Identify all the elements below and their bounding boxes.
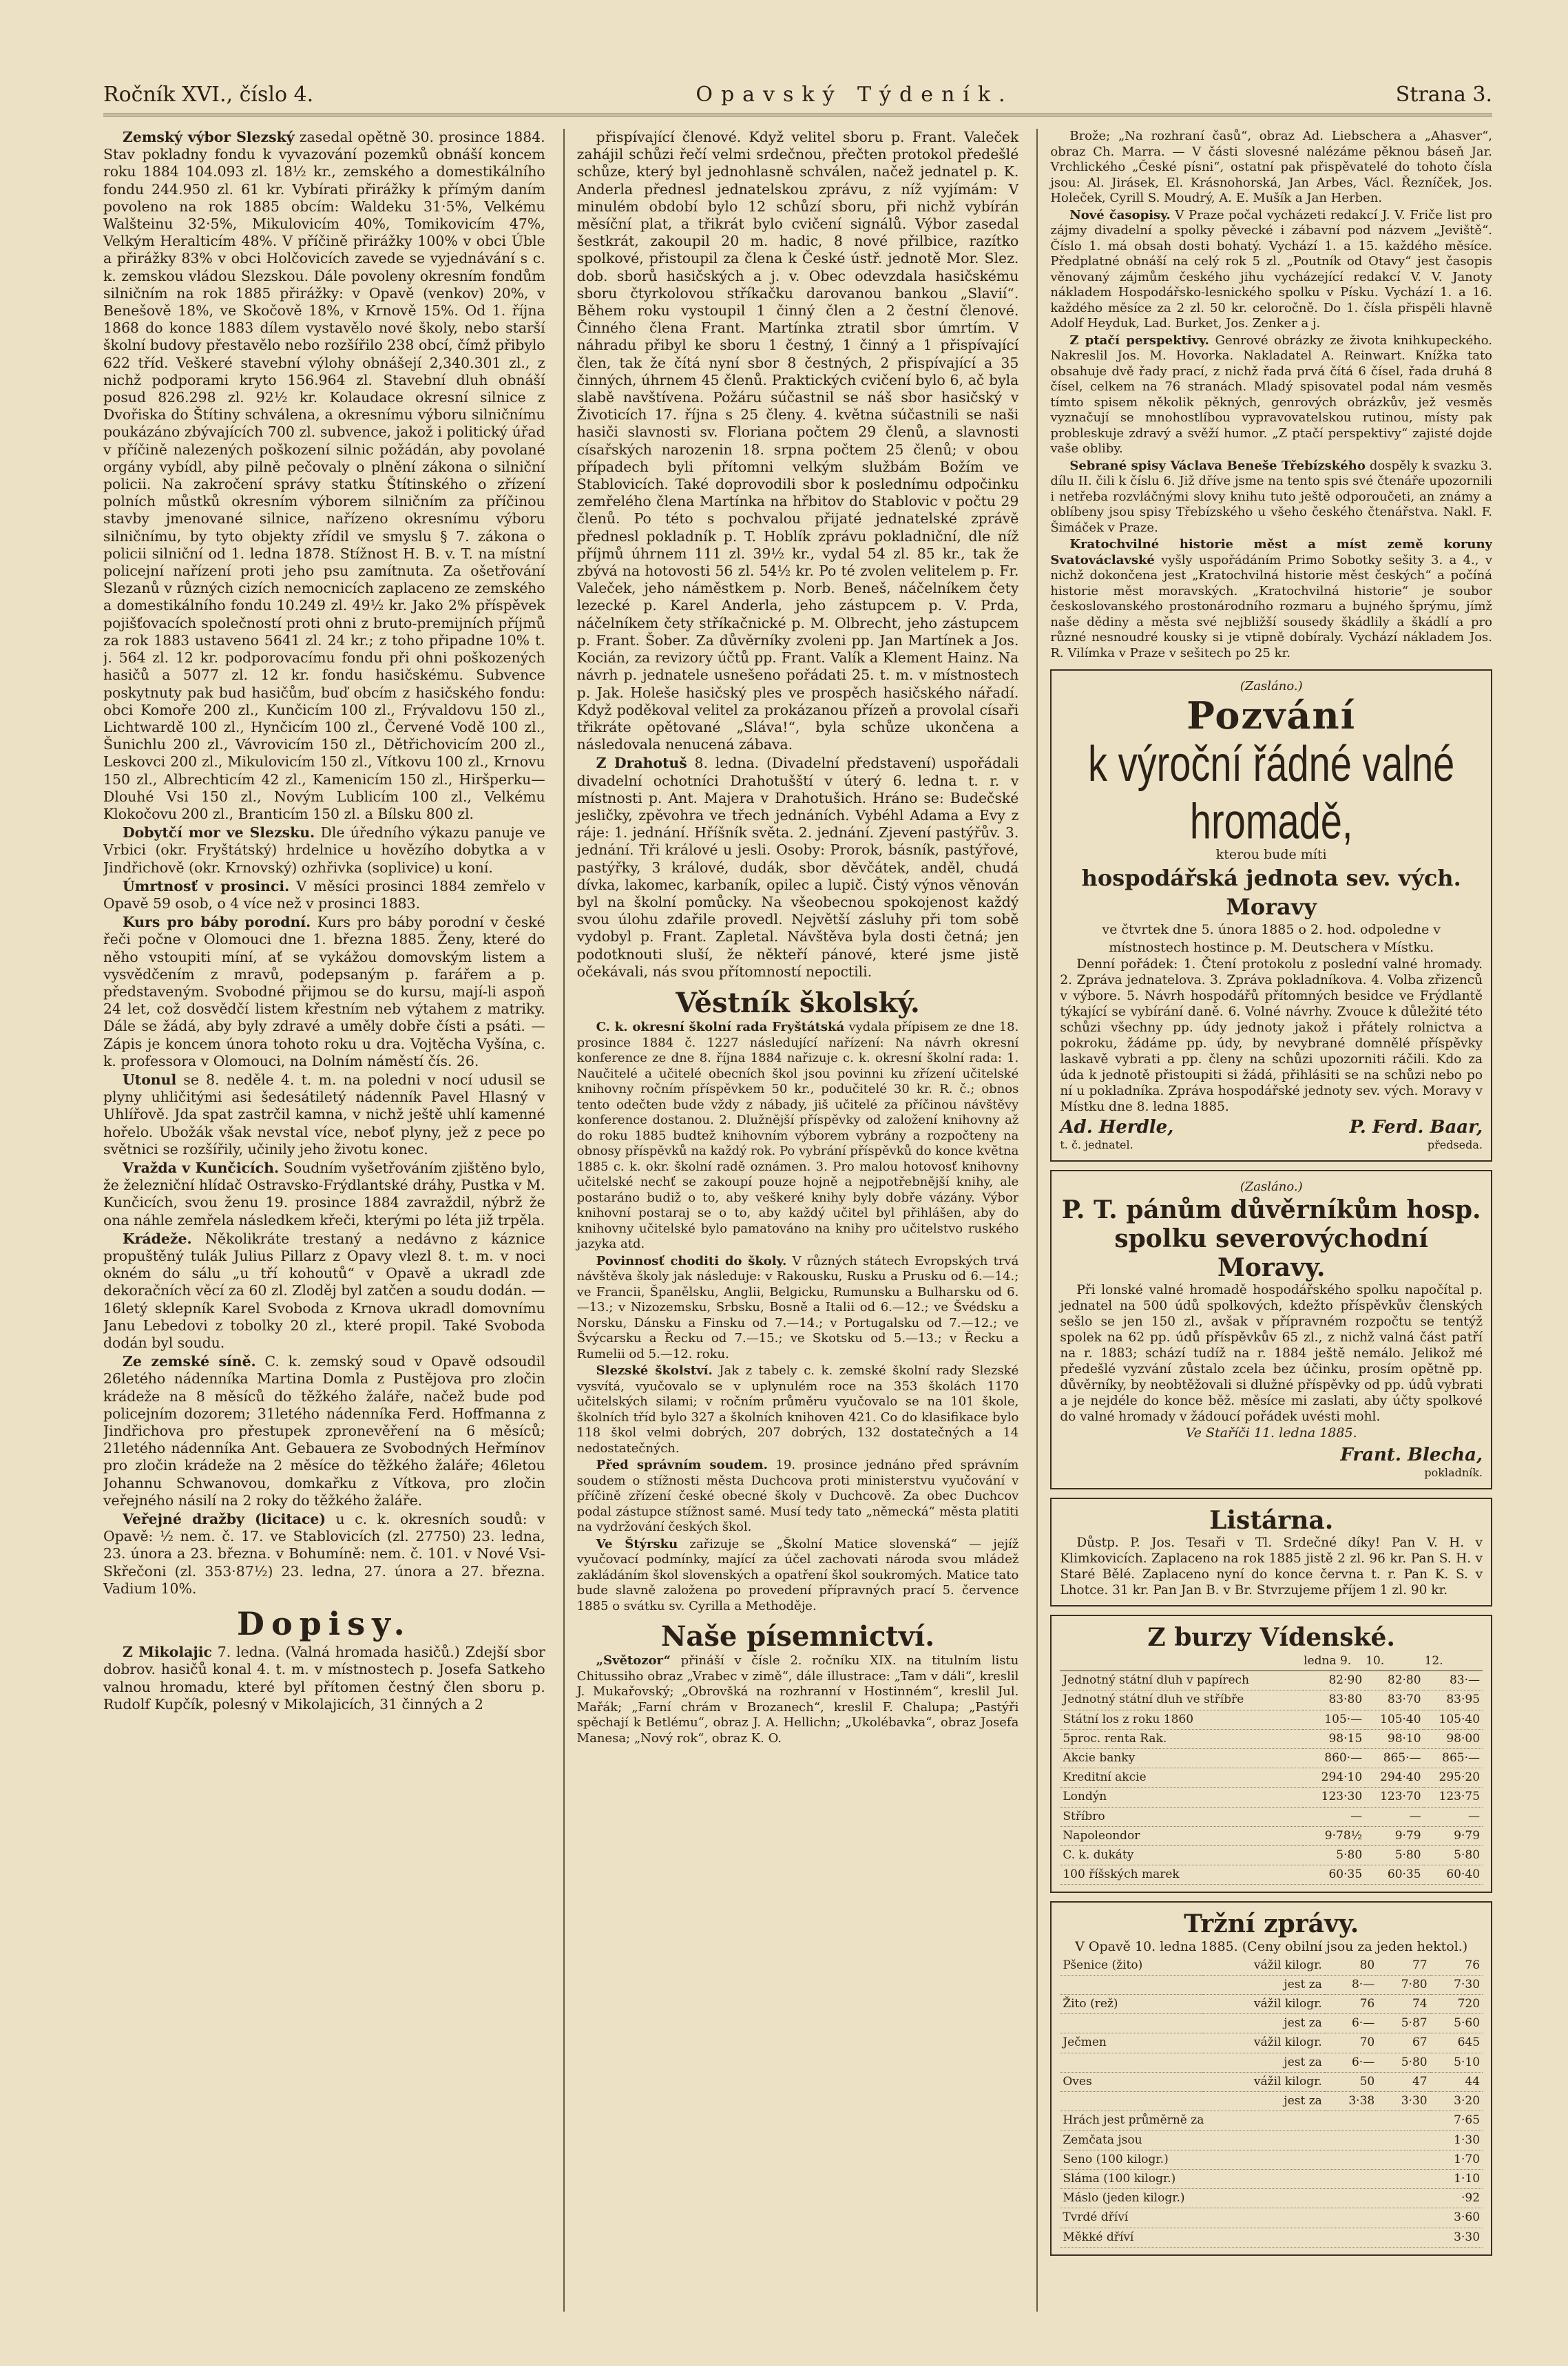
table-cell: Žito (rež) — [1060, 1995, 1202, 2014]
table-cell: 1·10 — [1408, 2169, 1483, 2188]
table-cell: — — [1303, 1807, 1365, 1826]
table-cell: 100 říšských marek — [1060, 1865, 1303, 1885]
article-text: Jak z tabely c. k. zemské školní rady Slezské vysvítá, vyučovalo se v uplynulém roce na 353 školách 1170 učitelských silami; v ročním průměru vyučovalo se na 101 škole, školních tříd bylo 327 a školních knihoven 421. Co do klasifikace bylo 118 škol velmi dobrých, 207 dobrých, 132 dostatečných a 14 nedostatečných. — [576, 1363, 1019, 1456]
table-cell: 76 — [1325, 1995, 1377, 2014]
col3-article — [1050, 333, 1492, 457]
table-cell: 295·20 — [1424, 1768, 1483, 1788]
table-cell: 3·30 — [1408, 2228, 1483, 2247]
table-cell: Jednotný státní dluh ve stříbře — [1060, 1690, 1303, 1710]
article-text: Několikráte trestaný a nedávno z káznice propuštěný tulák Julius Pillarz z Opavy vlezl 8. t. m. v noci okném do sálu „u tří kohoutů“ v Opavě a ukradl zde dekoračních věcí za 60 zl. Zloděj byl zatčen a soudu dodán. — 16letý sklepník Karel Svoboda z Krnova ukradl domovnímu Janu Lebedovi z tobolky 20 zl., které propil. Také Svoboda dodán byl soudu. — [103, 1230, 545, 1352]
table-cell: 98·15 — [1303, 1729, 1365, 1748]
trzni-table — [1060, 1956, 1483, 2112]
table-cell — [1060, 2092, 1202, 2111]
table-cell: 860·— — [1303, 1749, 1365, 1768]
vestnik-article — [577, 1254, 1019, 1363]
article-lead: Dobytčí mor ve Slezsku. — [123, 824, 315, 841]
article-text: Soudním vyšetřováním zjištěno bylo, že železniční hlídač Ostravsko-Frýdlantské dráhy, Pustka v M. Kunčicích, svou ženu 19. prosince 1884 zavraždil, nýbrž že ona náhle zemřela následkem křeči, kterými po léta již trpěla. — [103, 1159, 545, 1228]
issue-number: Ročník XVI., číslo 4. — [103, 83, 314, 107]
article-text: V měsíci prosinci 1884 zemřelo v Opavě 59 osob, o 4 více než v prosinci 1883. — [103, 877, 545, 912]
article-text: Genrové obrázky ze života knihkupeckého. Nakreslil Jos. M. Hovorka. Nakladatel A. Reinwart. Knížka tato obsahuje dvě řady prací, z nichž řada prvá čítá 6 čísel, řada druhá 8 čísel, celkem na 76 stranách. Mladý spisovatel podal nám vesměs tímto spisem několik pěkných, genrových obrázkův, jež vesměs vyznačují se mnohostlíbou vypravovatelskou rutinou, místy pak probleskuje zdravý a svěží humor. „Z ptačí perspektivy“ zajisté dojde vaše obliby. — [1050, 333, 1493, 456]
article-lead: Kurs pro báby porodní. — [123, 914, 311, 931]
table-row — [1060, 2169, 1483, 2188]
article-lead: Z ptačí perspektivy. — [1069, 333, 1209, 348]
article-text: dospěly k svazku 3. dílu II. čili k číslu 6. Již dříve jsme na tento spis své čtenáře upozornili i netřeba rozvláčnými slovy knihu tuto ještě odporoučeti, an známy a oblíbeny jsou spisy Třebízského u všeho českého čtenářstva. Nakl. F. Šimáček v Praze. — [1050, 458, 1493, 535]
table-row — [1060, 1995, 1483, 2014]
notice-signature: Frant. Blecha, — [1340, 1444, 1483, 1465]
table-cell: 76 — [1430, 1956, 1483, 1976]
table-cell: 865·— — [1365, 1749, 1423, 1768]
table-cell: Zemčata jsou — [1060, 2131, 1408, 2150]
notice-ad — [1050, 1170, 1492, 1489]
page-header — [103, 83, 1492, 116]
article-text: V Praze počal vycházeti redakcí J. V. Friče list pro zájmy divadelní a spolky pěvecké i zábavní pod názvem „Jeviště“. Číslo 1. má obsah dosti bohatý. Vychází 1. a 15. každého měsíce. Předplatné obnáší na celý rok 5 zl. „Poutník od Otavy“ jest časopis věnovaný zájmům českého jihu vycházející redakcí V. V. Janoty nákladem Hospodářsko-lesnického spolku v Písku. Vychází 1. a 16. každého měsíce za 2 zl. 50 kr. celoročně. Do 1. čísla přispěli hlavně Adolf Heyduk, Lad. Burket, Jos. Zenker a j. — [1050, 207, 1493, 331]
table-cell: jest za — [1202, 2014, 1325, 2033]
table-row — [1060, 1865, 1483, 1885]
dopisy-article: Z Mikolajic 7. ledna. (Valná hromada hasičů.) Zdejší sbor dobrov. hasičů konal 4. t. m. v místnostech p. Josefa Satkeho valnou hromadu, které byl přítomen čestný člen sboru p. Rudolf Kupčík, polesný v Mikolajicích, 31 činných a 2 — [103, 1644, 545, 1713]
notice-body: Při lonské valné hromadě hospodářského spolku napočítal p. jednatel na 500 údů spolkových, kdežto příspěvkův členských sešlo se jen 150 zl., avšak v přípravném rozpočtu se tentýž spolek na 62 pp. údů příspěvkův 65 zl., z nichž valná část patří na r. 1883; schází tudíž na r. 1884 ještě nemálo. Jelikož mé předešlé vyzvání zůstalo zcela bez účinku, prosím opětně pp. důvěrníky, by neobtěžovali si dlužné příspěvky od pp. údů vybrati a je nejdéle do konce běž. měsíce mi zaslati, aby účty spolkové do valné hromady v žádoucí pořádek uvésti mohl. — [1060, 1283, 1483, 1425]
table-row — [1060, 1788, 1483, 1807]
table-row — [1060, 2033, 1483, 2053]
table-cell: 865·— — [1424, 1749, 1483, 1768]
vestnik-article — [577, 1537, 1019, 1615]
table-cell: 3·60 — [1408, 2208, 1483, 2228]
table-cell: 82·90 — [1303, 1671, 1365, 1690]
table-cell: vážil kilogr. — [1202, 2033, 1325, 2053]
table-cell: Londýn — [1060, 1788, 1303, 1807]
table-cell: jest za — [1202, 1975, 1325, 1994]
col2-article — [577, 129, 1019, 753]
table-cell: 5·80 — [1365, 1846, 1423, 1865]
ad-signature-left: Ad. Herdle, — [1060, 1116, 1174, 1138]
table-row — [1060, 1671, 1483, 1690]
article-text: 19. prosince jednáno před správním soudem o stížnosti města Duchcova proti ministerstvu vyučování v příčině zřízení české obecné školy v Duchcově. Za obec Duchcov podal zástupce stížnost samé. Musí tedy tato „německá“ města platiti na vydržování českých škol. — [576, 1458, 1019, 1535]
table-cell: ·92 — [1408, 2189, 1483, 2208]
table-cell: 83·70 — [1365, 1690, 1423, 1710]
table-cell: vážil kilogr. — [1202, 2072, 1325, 2091]
table-cell: 6·— — [1325, 2014, 1377, 2033]
table-cell — [1060, 2053, 1202, 2072]
table-row — [1060, 1768, 1483, 1788]
table-cell: Sláma (100 kilogr.) — [1060, 2169, 1408, 2188]
col1-article — [103, 914, 545, 1070]
table-cell: 3·30 — [1377, 2092, 1430, 2111]
table-cell: 9·79 — [1424, 1826, 1483, 1845]
notice-tag: (Zasláno.) — [1240, 1180, 1303, 1195]
vestnik-articles — [577, 1020, 1019, 1614]
table-cell: Státní los z roku 1860 — [1060, 1710, 1303, 1729]
table-header: 12. — [1424, 1652, 1483, 1671]
table-cell: 74 — [1377, 1995, 1430, 2014]
table-cell: Tvrdé dříví — [1060, 2208, 1408, 2228]
article-text: Brože; „Na rozhraní časů“, obraz Ad. Liebschera a „Ahasver“, obraz Ch. Marra. — V části slovesné nalézáme pěknou báseň Jar. Vrchlického „České písni“, ostatní pak přispěvatelé do tohoto čísla jsou: Al. Jirásek, El. Krásnohorská, Jan Arbes, Václ. Řezníček, Jos. Holeček, Cyrill S. Moudrý, A. E. Mušík a Jan Herben. — [1050, 129, 1493, 205]
table-row — [1060, 2092, 1483, 2111]
notice-title: P. T. pánům důvěrníkům hosp. spolku severovýchodní Moravy. — [1061, 1195, 1481, 1283]
table-cell: 1·30 — [1408, 2131, 1483, 2150]
table-cell: jest za — [1202, 2092, 1325, 2111]
vestnik-heading: Věstník školský. — [676, 986, 920, 1019]
dopisy-heading: Dopisy. — [237, 1605, 412, 1643]
ad-organization: hospodářská jednota sev. vých. Moravy — [1081, 865, 1461, 921]
table-cell: 77 — [1377, 1956, 1430, 1976]
table-row — [1060, 1956, 1483, 1976]
table-cell: 8·— — [1325, 1975, 1377, 1994]
table-cell: Oves — [1060, 2072, 1202, 2091]
table-row — [1060, 1690, 1483, 1710]
article-text: vyšly uspořádáním Primo Sobotky sešity 3. a 4., v nichž dokončena jest „Kratochvilná historie měst českých“ a počíná historie měst moravských. „Kratochvilná historie“ je soubor českoslovanského prostonárodního rozmaru a bujného šprýmu, jímž naše dědiny a města své nejbližší sousedy škádlily a škádlí a pro různé nesnoudré kousky si je vtipně dobíraly. Vychází nákladem Jos. R. Vilímka v Praze v sešitech po 25 kr. — [1050, 552, 1493, 660]
burza-table — [1060, 1652, 1483, 1885]
table-cell: 7·30 — [1430, 1975, 1483, 1994]
pisemnictvi-article: „Světozor“ přináší v čísle 2. ročníku XIX. na titulním listu Chitussiho obraz „Vrabec v zimě“, dále illustrace: „Tam v dáli“, kreslil J. Mukařovský; „Obrovšká na rozhranní v Hostinném“, kreslil Jul. Mařák; „Farní chrám v Brozanech“, kreslil F. Chalupa; „Pastýři spěchají k Betlému“, obraz J. A. Hellichn; „Ukolébavka“, obraz Josefa Manesa; „Nový rok“, obraz K. O. — [576, 1653, 1019, 1746]
table-cell: 105·40 — [1424, 1710, 1483, 1729]
table-cell: 105·— — [1303, 1710, 1365, 1729]
article-lead: Povinnosť choditi do školy. — [596, 1253, 787, 1268]
col1-article — [103, 1353, 545, 1509]
article-text: se 8. neděle 4. t. m. na poledni v nocí udusil se plyny uhličitými asi šedesátiletý nádenník Pavel Hlasný v Uhlířově. Jda spat zastrčil kamna, v nichž ještě uhlí kamenné hořelo. Ubožák však nevstal více, neboť plyny, jež z pece po světnici se rozšířily, učinily jeho životu konec. — [103, 1071, 545, 1158]
table-cell: 7·65 — [1408, 2111, 1483, 2131]
table-cell: 80 — [1325, 1956, 1377, 1976]
burza-box — [1050, 1615, 1492, 1893]
table-cell: 105·40 — [1365, 1710, 1423, 1729]
table-cell: Ječmen — [1060, 2033, 1202, 2053]
table-cell: Kreditní akcie — [1060, 1768, 1303, 1788]
table-cell: Akcie banky — [1060, 1749, 1303, 1768]
vestnik-article — [577, 1363, 1019, 1456]
trzni-box — [1050, 1901, 1492, 2255]
table-cell: 9·79 — [1365, 1826, 1423, 1845]
article-lead: Vražda v Kunčicích. — [123, 1159, 280, 1176]
col1-article — [103, 824, 545, 877]
table-row — [1060, 1807, 1483, 1826]
table-cell: 123·70 — [1365, 1788, 1423, 1807]
table-cell: 645 — [1430, 2033, 1483, 2053]
ad-tag: (Zasláno.) — [1240, 679, 1303, 693]
table-cell: 1·70 — [1408, 2150, 1483, 2169]
col3-article — [1050, 537, 1492, 661]
article-lead: Slezské školství. — [596, 1363, 713, 1379]
table-cell: 60·35 — [1365, 1865, 1423, 1885]
table-cell: Jednotný státní dluh v papírech — [1060, 1671, 1303, 1690]
column-3 — [1036, 129, 1492, 2312]
newspaper-title: Opavský Týdeník. — [696, 83, 1014, 107]
article-lead: Úmrtnosť v prosinci. — [123, 877, 290, 894]
ad-which: kterou bude míti — [1215, 847, 1327, 863]
ad-signature-right: P. Ferd. Baar, — [1349, 1116, 1483, 1138]
table-cell: Stříbro — [1060, 1807, 1303, 1826]
article-lead: Kratochvilné historie měst a míst země koruny Svatováclavské — [1050, 537, 1493, 567]
ad-when: ve čtvrtek dne 5. února 1885 o 2. hod. odpoledne v místnostech hostince p. M. Deutschera v Místku. — [1102, 922, 1441, 955]
ad-title: Pozvání — [1187, 693, 1357, 738]
ad-signature-left-role: t. č. jednatel. — [1060, 1138, 1133, 1152]
table-cell: — — [1424, 1807, 1483, 1826]
article-text: C. k. zemský soud v Opavě odsoudil 26letého nádenníka Martina Domla z Pustějova pro zločin krádeže na 8 měsíců do těžkého žaláře, načež bude pod policejním dozorem; 31letého nádenníka Ferd. Hoffmanna z Jindřichova pro přestupek zpronevěření na 6 měsíců; 21letého nádenníka Ant. Gebauera ze Svobodných Heřmínov pro zločin krádeže na 2 měsíce do těžkého žaláře; 46letou Johannu Schwanovou, domkařku z Vítkova, pro zločin veřejného násilí na 2 roky do těžkého žaláře. — [103, 1353, 545, 1509]
ad-headline: k výroční řádné valné hromadě, — [1088, 735, 1455, 850]
table-cell: 5·80 — [1303, 1846, 1365, 1865]
column-2 — [563, 129, 1019, 2312]
pisemnictvi-heading: Naše písemnictví. — [660, 1620, 935, 1653]
table-cell: Seno (100 kilogr.) — [1060, 2150, 1408, 2169]
notice-date: Ve Staříči 11. ledna 1885. — [1185, 1425, 1357, 1441]
col1-article — [103, 878, 545, 912]
col1-article — [103, 1071, 545, 1158]
table-cell: jest za — [1202, 2053, 1325, 2072]
article-lead: Krádeže. — [123, 1230, 192, 1247]
listarna-box — [1050, 1498, 1492, 1606]
table-cell: Hrách jest průměrně za — [1060, 2111, 1408, 2131]
table-cell: 294·40 — [1365, 1768, 1423, 1788]
ad-body: Denní pořádek: 1. Čtení protokolu z poslední valné hromady. 2. Zpráva jednatelova. 3. Zpráva pokladníkova. 4. Volba zřizenců v výbore. 5. Návrh hospodářů přítomných besidce ve Frýdlantě týkající se vybírání daně. 6. Volné návrhy. Zvouce k důležité této schůzi všechny pp. údy jednoty jakož i přátely rolnictva a pokroku, žádáme pp. údy, by nevybrané domnělé příspěvky laskavě vybrati a pp. členy na schůzi upozorniti ráčili. Kdo za úda k jednotě přistoupiti si žádá, přihlásiti se na schůzi nebo po ní u pokladníka. Zpráva hospodářské jednoty sev. vých. Moravy v Místku dne 8. ledna 1885. — [1060, 956, 1483, 1114]
table-cell: 5proc. renta Rak. — [1060, 1729, 1303, 1748]
table-cell: 98·00 — [1424, 1729, 1483, 1748]
trzni-title: Tržní zprávy. — [1184, 1909, 1359, 1939]
table-cell: Napoleondor — [1060, 1826, 1303, 1845]
col2-article — [577, 755, 1019, 981]
invitation-ad — [1050, 669, 1492, 1162]
table-cell: 6·— — [1325, 2053, 1377, 2072]
table-cell: 60·40 — [1424, 1865, 1483, 1885]
article-text: 8. ledna. (Divadelní představení) uspořádali divadelní ochotníci Drahotušští v úterý 6. ledna t. r. v místnosti p. Ant. Majera v Drahotušich. Hráno se: Budečské jesličky, zpěvohra ve třech jednáních. Vybéhl Adama a Evy z ráje: 1. jednání. Hříšník světa. 2. jednání. Zjevení pastýřův. 3. jednání. Tři králové u jesli. Osoby: Prorok, básník, pastýřové, pastýřky, 3 králové, dudák, sbor děvčátek, anděl, chudá dívka, lakomec, karbaník, opilec a lupič. Čistý výnos věnován byl na školní pomůcky. Na všeobecnou spokojenost každý svou úlohu zdařile provedl. Největší zásluhy při tom sobě vydobyl p. Frant. Zapletal. Návštěva byla dosti četná; jen podotknouti sluší, že někteří pánové, které jsme jistě očekávali, nás svou přítomností nepoctili. — [576, 755, 1019, 980]
table-cell: 294·10 — [1303, 1768, 1365, 1788]
col3-article — [1050, 208, 1492, 332]
table-cell: 50 — [1325, 2072, 1377, 2091]
table-row — [1060, 2111, 1483, 2131]
table-cell: 83·80 — [1303, 1690, 1365, 1710]
table-cell: 3·38 — [1325, 2092, 1377, 2111]
article-text: zasedal opětně 30. prosince 1884. Stav pokladny fondu k vyvazování pozemků obnáší koncem roku 1884 104.093 zl. 18½ kr., zemského a domestikálního fondu 244.950 zl. 61 kr. Vybírati přirážky k přímým daním povoleno na rok 1885 obcím: Waldeku 31·5%, Velkému Walšteinu 32·5%, Mikulovicím 40%, Tomikovicím 47%, Velkým Heralticím 48%. V příčině přirážky 100% v obci Úble a přirážky 83% v obci Holčovicích zavede se vyjednávání s c. k. zemskou vládou Slezskou. Dále povoleny okresním fondům silničním na rok 1885 přirážky: v Opavě (venkov) 20%, v Benešově 18%, ve Skočově 18%, v Krnově 15%. Od 1. října 1868 do konce 1883 dílem vystavělo nové školy, nebo starší školní budovy přestavělo nebo rozšířilo 238 obcí, čímž přibylo 622 tříd. Veškeré stavební výlohy obnášejí 2,340.301 zl., z nichž podporami kryto 156.964 zl. Stavební dluh obnáší posud 826.298 zl. 92½ kr. Kolaudace okresní silnice z Dvořiska do Štítiny schválena, a okresnímu výboru silničnímu poukázáno zbývajících 700 zl. subvence, jakož i politický úřad v příčině nalezených poškození silnic požádán, aby povolané orgány vybídl, aby pilně pečovaly o plnění zákona o silniční policii. Na zakročení správy statku Štítinského o zřízení polních můstků okresním výborem silničním za příčinou stavby jmenované silnice, nařízeno okresnímu výboru silničnímu, by tyto objekty zřídil ve smyslu § 7. zákona o policii silniční od 1. ledna 1878. Stížnost H. B. v. T. na místní policejní nařízení proti jeho psu zamítnuta. Za ošetřování Slezanů v různých cizích nemocnicích zaplaceno ze zemského a domestikálního fondu 10.249 zl. 49½ kr. Jako 2% příspěvek pojišťovacích společností proti ohni z bruto-premijních příjmů za rok 1883 ustaveno 5641 zl. 24 kr.; z toho připadne 10% t. j. 564 zl. 12 kr. podporovacímu fondu při ohni poškozených hasičů a 5077 zl. 12 kr. fondu hasičskému. Subvence poskytnuty pak bud hasičům, buď obcím z hasičského fondu: obci Komoře 200 zl., Kunčicím 100 zl., Frývaldovu 150 zl., Lichtwardě 100 zl., Hynčicím 100 zl., Červené Vodě 100 zl., Šunichlu 200 zl., Vávrovicím 150 zl., Dětřichovicím 200 zl., Leskovci 200 zl., Mikulovicím 150 zl., Vítkovu 100 zl., Krnovu 150 zl., Albrechticím 42 zl., Kamenicím 150 zl., Hiršperku—Dlouhé Vsi 150 zl., Novým Lublicím 100 zl., Velkému Klokočovu 200 zl., Branticím 150 zl. a Bílsku 800 zl. — [103, 129, 545, 822]
article-text: Dle úředního výkazu panuje ve Vrbici (okr. Fryštátský) hrdelnice u hovězího dobytka a v Jindřichově (okr. Krnovský) ozhřivka (soplivice) u koní. — [103, 824, 545, 876]
article-lead: Sebrané spisy Václava Beneše Třebízského — [1069, 458, 1366, 473]
table-cell: 82·80 — [1365, 1671, 1423, 1690]
column-1-articles — [103, 129, 545, 1598]
table-cell: 3·20 — [1430, 2092, 1483, 2111]
table-cell: 70 — [1325, 2033, 1377, 2053]
burza-title: Z burzy Vídenské. — [1147, 1623, 1395, 1653]
table-cell: vážil kilogr. — [1202, 1995, 1325, 2014]
table-cell: 5·60 — [1430, 2014, 1483, 2033]
table-row — [1060, 1846, 1483, 1865]
table-row — [1060, 2189, 1483, 2208]
vestnik-article — [577, 1458, 1019, 1536]
table-cell: — — [1365, 1807, 1423, 1826]
table-row — [1060, 2072, 1483, 2091]
table-cell: Pšenice (žito) — [1060, 1956, 1202, 1976]
trzni-extra-table — [1060, 2111, 1483, 2247]
col1-article — [103, 1231, 545, 1352]
trzni-subtitle: V Opavě 10. ledna 1885. (Ceny obilní jsou za jeden hektol.) — [1075, 1939, 1468, 1955]
table-row — [1060, 2228, 1483, 2247]
col3-article — [1050, 459, 1492, 536]
column-2-articles — [577, 129, 1019, 981]
table-row — [1060, 1975, 1483, 1994]
article-text: vydala přípisem ze dne 18. prosince 1884 č. 1227 následující nařízení: Na návrh okresní konference ze dne 8. října 1884 nařizuje c. k. okresní školní rada: 1. Naučitelé a učitelé obecních škol jsou povinni ku zřízení učitelské knihovny ročním příspěvkem 50 kr., podučitelé 30 kr. R. č.; obnos tento odečten bude vždy z nábady, jiš učitelé za příčinou návštěvy konference dostanou. 2. Dlužnější příspěvky od založení knihovny až do roku 1885 budtež knihovním výborem vybrány a rozpočteny na obnosy příspěvků na každý rok. Po vybrání příspěvků do konce května 1885 c. k. okr. školní radě oznámen. 3. Pro malou hotovosť knihovny učitelské nechť se zakoupí pouze hojně a nejpotřebnější knihy, ale postaráno budiž o to, aby veškeré knihy byly dobře vázány. Výbor knihovní postaraj se o to, aby každý učitel byl přihlášen, aby do knihovny učitelské bylo pamatováno na knihy pro učitelstvo ruského jazyka atd. — [576, 1020, 1019, 1252]
table-header: 10. — [1365, 1652, 1423, 1671]
column-3-articles — [1050, 129, 1492, 661]
table-cell — [1060, 2014, 1202, 2033]
article-lead: Nové časopisy. — [1069, 207, 1171, 222]
article-lead: C. k. okresní školní rada Fryštátská — [596, 1020, 845, 1035]
table-cell: 123·75 — [1424, 1788, 1483, 1807]
table-cell: 5·80 — [1424, 1846, 1483, 1865]
column-1 — [103, 129, 545, 2312]
table-row — [1060, 2208, 1483, 2228]
article-lead: Z Drahotuš — [596, 755, 687, 772]
table-cell: 83·95 — [1424, 1690, 1483, 1710]
table-row — [1060, 1729, 1483, 1748]
ad-signature-right-role: předseda. — [1427, 1138, 1483, 1152]
table-cell: 98·10 — [1365, 1729, 1423, 1748]
article-lead: Ve Štýrsku — [596, 1536, 678, 1551]
table-row — [1060, 2053, 1483, 2072]
listarna-body: Důstp. P. Jos. Tesaři v Tl. Srdečné díky! Pan V. H. v Klimkovicích. Zaplaceno na rok 1885 jistě 2 zl. 96 kr. Pan S. H. v Staré Bělé. Zaplaceno nyní do konce června t. r. Pan K. S. v Lhotce. 31 kr. Pan Jan B. v Br. Stvrzujeme příjem 1 zl. 90 kr. — [1060, 1536, 1483, 1598]
col3-article — [1050, 129, 1492, 207]
table-cell: 5·80 — [1377, 2053, 1430, 2072]
table-cell: 44 — [1430, 2072, 1483, 2091]
listarna-title: Listárna. — [1209, 1506, 1334, 1536]
table-row — [1060, 1710, 1483, 1729]
table-header: ledna 9. — [1303, 1652, 1365, 1671]
table-cell: C. k. dukáty — [1060, 1846, 1303, 1865]
table-cell: 720 — [1430, 1995, 1483, 2014]
col1-article — [103, 129, 545, 823]
article-lead: Před správním soudem. — [596, 1458, 768, 1473]
table-cell: Máslo (jeden kilogr.) — [1060, 2189, 1408, 2208]
page-number: Strana 3. — [1395, 83, 1492, 107]
table-cell: 47 — [1377, 2072, 1430, 2091]
table-cell: 60·35 — [1303, 1865, 1365, 1885]
article-lead: Ze zemské síně. — [123, 1353, 256, 1370]
table-cell: vážil kilogr. — [1202, 1956, 1325, 1976]
col1-article — [103, 1511, 545, 1598]
article-lead: Zemský výbor Slezský — [123, 129, 295, 145]
table-header — [1060, 1652, 1303, 1671]
table-row — [1060, 2131, 1483, 2150]
table-row — [1060, 1826, 1483, 1845]
table-cell: 67 — [1377, 2033, 1430, 2053]
notice-signature-role: pokladník. — [1424, 1465, 1483, 1479]
table-row — [1060, 2150, 1483, 2169]
table-cell: 83·— — [1424, 1671, 1483, 1690]
table-cell: 5·10 — [1430, 2053, 1483, 2072]
table-row — [1060, 1749, 1483, 1768]
article-lead: Utonul — [123, 1071, 177, 1088]
article-text: Kurs pro báby porodní v české řeči počne v Olomouci dne 1. března 1885. Ženy, které do něho vstoupiti míní, ať se vykážou domovským listem a vysvědčením z mravů, podepsaným p. farářem a p. představeným. Svobodné přijmou se do kursu, mají-li aspoň 24 let, což dosvědčí listem křestním neb výtahem z matriky. Dále se žádá, aby byly zdravé a uměly dobře čísti a psáti. — Zápis je koncem února tohoto roku u dra. Vojtěcha Vyšína, c. k. professora v Olomouci, na Dolním náměstí čís. 26. — [103, 914, 545, 1069]
article-text: přispívající členové. Když velitel sboru p. Frant. Valeček zahájil schůzi řečí velmi srdečnou, přečten protokol předešlé schůze, který byl jednohlasně schválen, načež jednatel p. K. Anderla přednesl jednatelskou zprávu, z níž vyjímám: V minulém období bylo 12 schůzí sboru, při nichž vybírán měsíční plat, a třikrát bylo cvičení signálů. Výbor zasedal šestkrát, zakoupil 20 m. hadic, 8 nové přilbice, razítko spolkové, přistoupil za člena k České ústř. jednotě Mor. Slez. dob. sborů hasičských a j. v. Obec odevzdala hasičskému sboru čtyrkolovou stříkačku darovanou bankou „Slavií“. Během roku vystoupil 1 činný člen a 2 čestní členové. Činného člena Frant. Martínka ztratil sbor úmrtím. V náhradu přibyl ke sboru 1 čestný, 1 činný a 1 přispívající člen, tak že čítá nyní sbor 8 čestných, 2 přispívající a 35 činných, úhrnem 45 členů. Praktických cvičení bylo 6, ač byla slabě navštívena. Požáru súčastnil se náš sbor hasičský v Životicích 17. října s 25 členy. 4. května súčastnili se naši hasiči slavnosti sv. Floriana počtem 29 členů, a slavnosti císařských narozenin 18. srpna počtem 25 členů; v obou případech byli přítomni velkým službám Božím ve Stablovicích. Také doprovodili sbor k poslednímu odpočinku zemřelého člena Martínka na hřbitov do Stablovic v počtu 29 členů. Po této s pochvalou přijaté jednatelské zprávě přednesl pokladník p. T. Hoblík zprávu pokladniční, dle níž příjmů úhrnem 111 zl. 39½ kr., vydal 54 zl. 85 kr., tak že zbývá na hotovosti 56 zl. 54½ kr. Po té zvolen velitelem p. Fr. Valeček, jeho náměstkem p. Norb. Beneš, náčelníkem čety lezecké p. Karel Anderla, jeho zástupcem p. V. Prda, náčelníkem čety stříkačnické p. M. Olbrecht, jeho zástupcem p. Frant. Šober. Za důvěrníky zvoleni pp. Jan Martínek a Jos. Kocián, za revizory účtů pp. Frant. Valík a Klement Hainz. Na návrh p. jednatele usnešeno pořádati 25. t. m. v místnostech p. Jak. Holeše hasičský ples ve prospěch hasičského nářadí. Když poděkoval velitel za prokázanou přízeň a provolal císaři třikráte opětované „Sláva!“, byla schůze ukončena a následovala nenucená zábava. — [576, 129, 1019, 753]
table-cell: 9·78½ — [1303, 1826, 1365, 1845]
vestnik-article — [577, 1020, 1019, 1253]
table-cell: 123·30 — [1303, 1788, 1365, 1807]
table-cell: 7·80 — [1377, 1975, 1430, 1994]
table-row — [1060, 2014, 1483, 2033]
article-lead: Veřejné dražby (licitace) — [123, 1511, 326, 1528]
table-cell: 5·87 — [1377, 2014, 1430, 2033]
article-text: u c. k. okresních soudů: v Opavě: ½ nem. č. 17. ve Stablovicích (zl. 27750) 23. ledna, 23. února a 23. března. v Bohumíně: nem. č. 101. v Nové Vsi-Skřečoni (zl. 353·87½) 23. ledna, 27. února a 27. března. Vadium 10%. — [103, 1511, 545, 1597]
table-cell: Měkké dříví — [1060, 2228, 1408, 2247]
table-cell — [1060, 1975, 1202, 1994]
article-text: zařizuje se „Školní Matice slovenská“ — jejíž vyučovací podmínky, mající za účel zachovati národa svou mládež zakládáním škol slovenských a opatření škol soukromých. Matice tato bude slavně založena po provedení přípravných prací 5. července 1885 o svátku sv. Cyrilla a Methoděje. — [576, 1536, 1019, 1613]
col1-article — [103, 1160, 545, 1229]
article-text: V různých státech Evropských trvá návštěva školy jak následuje: v Rakousku, Rusku a Prusku od 6.—14.; ve Francii, Španělsku, Anglii, Belgicku, Rumunsku a Bulharsku od 6.—13.; v Nizozemsku, Srbsku, Bosně a Italii od 6.—12.; ve Švédsku a Norsku, Dánsku a Finsku od 7.—14.; v Portugalsku od 7.—12.; ve Švýcarsku a Řecku od 7.—15.; ve Skotsku od 5.—13.; v Řecku a Rumelii od 5.—12. roku. — [576, 1253, 1019, 1361]
